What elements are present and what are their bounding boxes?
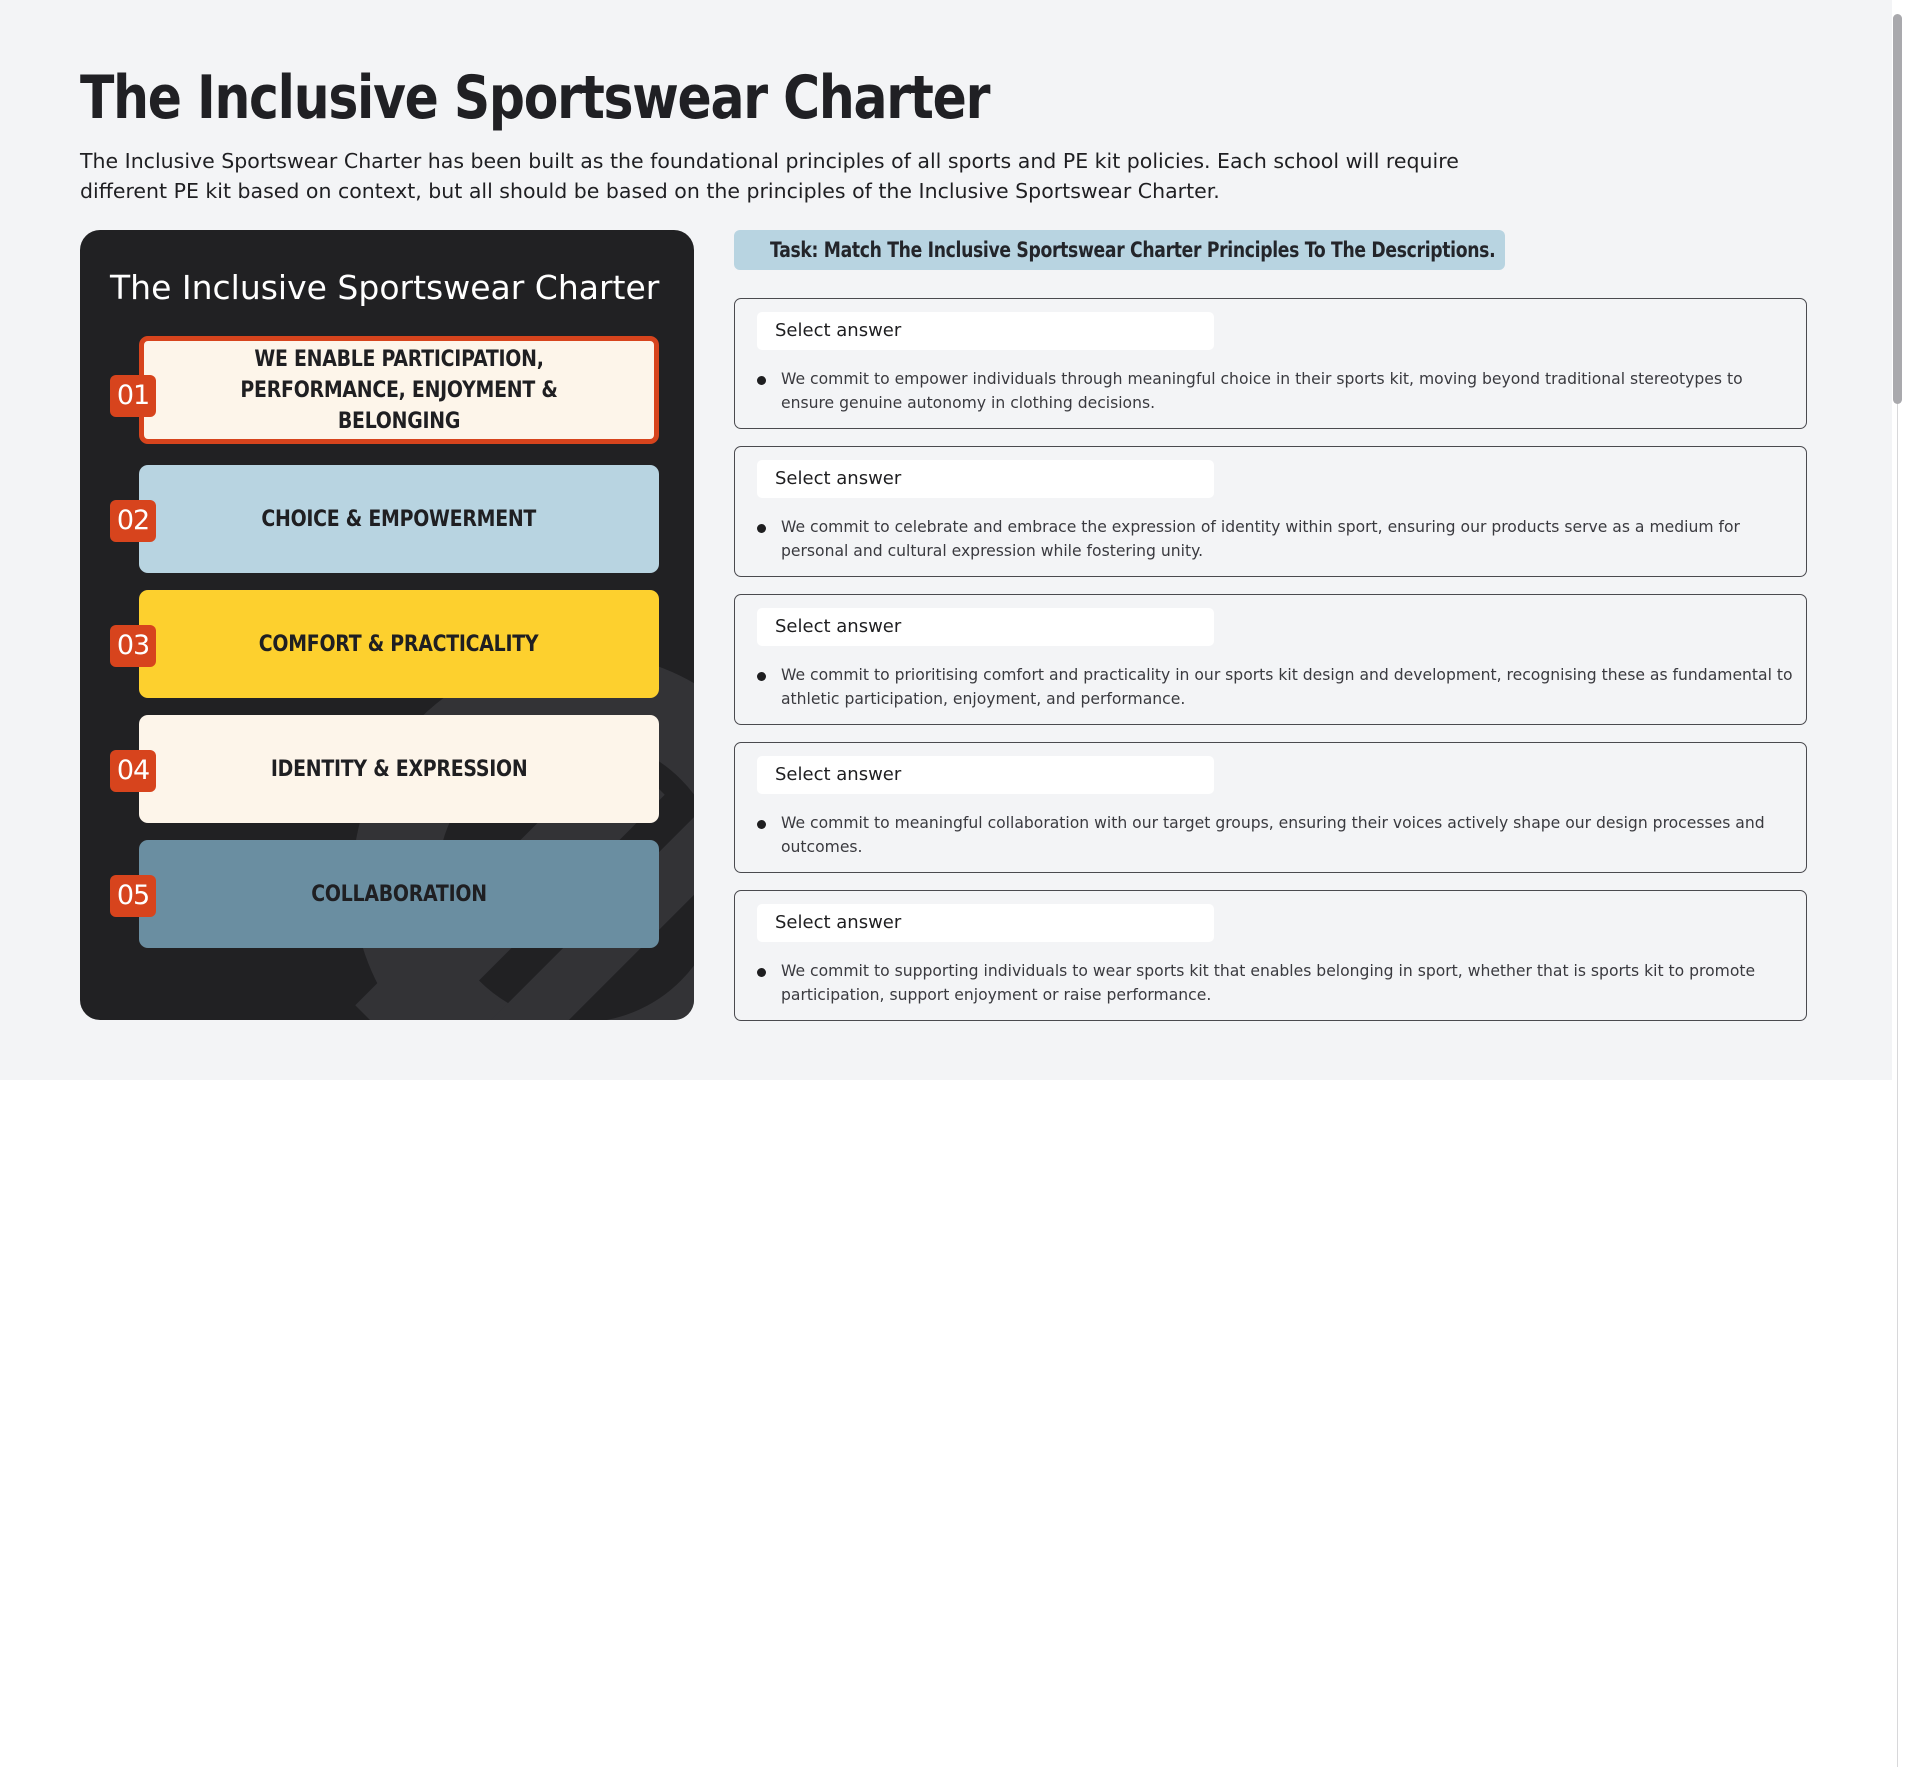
principle-label: CHOICE & EMPOWERMENT (261, 506, 537, 532)
answer-select[interactable]: Select answer (757, 460, 1214, 498)
principle-number-badge: 03 (110, 625, 156, 667)
answer-select[interactable]: Select answer (757, 756, 1214, 794)
principle-card-identity[interactable] (139, 715, 659, 823)
principle-label: IDENTITY & EXPRESSION (270, 756, 528, 782)
match-item (734, 446, 1807, 577)
bullet-icon (757, 968, 766, 977)
charter-panel-title: The Inclusive Sportswear Charter (110, 268, 660, 307)
bullet-icon (757, 672, 766, 681)
match-item (734, 742, 1807, 873)
principle-card-participation[interactable] (139, 336, 659, 444)
principle-number-badge: 05 (110, 875, 156, 917)
intro-text (80, 146, 1470, 206)
principle-number-badge: 02 (110, 500, 156, 542)
intro-line: The Inclusive Sportswear Charter has been built as the foundational principles of all sports and PE kit policies. Each school will require (80, 149, 1459, 173)
description-text: We commit to prioritising comfort and practicality in our sports kit design and development, recognising these as fundamental to athletic participation, enjoyment, and performance. (781, 666, 1793, 708)
principle-card-comfort[interactable] (139, 590, 659, 698)
principle-card-choice[interactable] (139, 465, 659, 573)
intro-line: different PE kit based on context, but all should be based on the principles of the Inclusive Sportswear Charter. (80, 179, 1220, 203)
task-banner (734, 230, 1505, 270)
match-item (734, 594, 1807, 725)
principle-label: COMFORT & PRACTICALITY (259, 631, 539, 657)
principle-number-badge: 01 (110, 375, 156, 417)
principle-number-badge: 04 (110, 750, 156, 792)
task-instruction: Task: Match The Inclusive Sportswear Charter Principles To The Descriptions. (770, 238, 1496, 262)
description-text: We commit to celebrate and embrace the expression of identity within sport, ensuring our products serve as a medium for personal and cultural expression while fostering unity. (781, 518, 1740, 560)
charter-panel (80, 230, 694, 1020)
answer-select[interactable]: Select answer (757, 312, 1214, 350)
description-text: We commit to empower individuals through meaningful choice in their sports kit, moving beyond traditional stereotypes to ensure genuine autonomy in clothing decisions. (781, 370, 1743, 412)
bullet-icon (757, 376, 766, 385)
match-item (734, 298, 1807, 429)
principle-card-collaboration[interactable] (139, 840, 659, 948)
principle-label: COLLABORATION (311, 881, 487, 907)
answer-select[interactable]: Select answer (757, 608, 1214, 646)
scrollbar-line (1897, 404, 1898, 1767)
description-text: We commit to meaningful collaboration with our target groups, ensuring their voices actively shape our design processes and outcomes. (781, 814, 1765, 856)
scrollbar-thumb[interactable] (1893, 14, 1902, 404)
bullet-icon (757, 524, 766, 533)
principle-label: WE ENABLE PARTICIPATION, PERFORMANCE, ENJOYMENT & BELONGING (240, 346, 558, 434)
page-title: The Inclusive Sportswear Charter (80, 63, 990, 133)
match-item (734, 890, 1807, 1021)
bullet-icon (757, 820, 766, 829)
description-text: We commit to supporting individuals to wear sports kit that enables belonging in sport, whether that is sports kit to promote participation, support enjoyment or raise performance. (781, 962, 1756, 1004)
answer-select[interactable]: Select answer (757, 904, 1214, 942)
